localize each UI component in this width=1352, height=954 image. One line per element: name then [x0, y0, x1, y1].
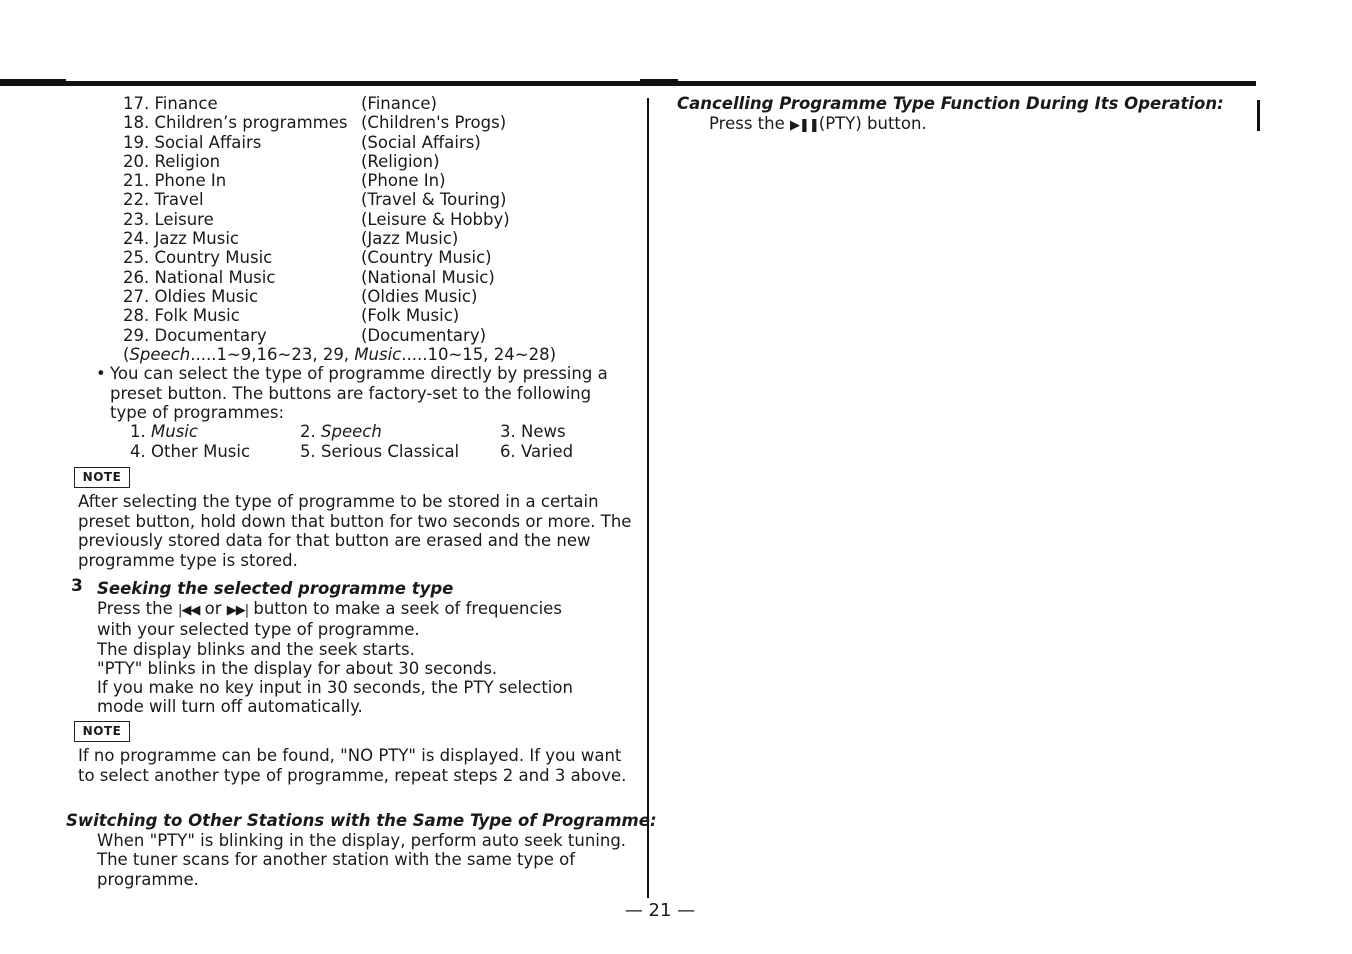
pty-list: [123, 94, 510, 345]
preset-1: 1. Music: [130, 422, 198, 441]
music-range: .....10~15, 24~28: [401, 345, 550, 364]
side-margin-mark: [1257, 100, 1260, 131]
header-rule-accent-mid: [640, 79, 678, 86]
pty-name: 24. Jazz Music: [123, 229, 239, 249]
preset-4: 4. Other Music: [130, 442, 251, 461]
pty-row: [123, 306, 510, 325]
pty-display-name: (Finance): [361, 94, 437, 113]
cancel-body: Press the ▶❚❚(PTY) button.: [709, 114, 927, 133]
note-text-1: After selecting the type of programme to be stored in a certain preset button, hold down that button for two seconds or more. The previously stored data for that button are erased and the new programme type is stored.: [78, 492, 632, 570]
pty-row: [123, 248, 510, 267]
step-body: [97, 599, 637, 717]
pty-display-name: (Leisure & Hobby): [361, 209, 510, 229]
skip-forward-icon: ▶▶|: [226, 603, 249, 618]
switching-line-2: The tuner scans for another station with the same type of: [97, 850, 576, 870]
bullet-text: You can select the type of programme directly by pressing a preset button. The buttons are factory-set to the following type of programmes:: [110, 364, 608, 422]
step-line-5: If you make no key input in 30 seconds, the PTY selection: [97, 678, 573, 698]
preset-2: 2. Speech: [300, 422, 382, 441]
pty-display-name: (Documentary): [361, 325, 487, 345]
speech-label: Speech: [129, 345, 191, 364]
pty-display-name: (Folk Music): [361, 306, 460, 326]
category-ranges: (Speech.....1~9,16~23, 29, Music.....10~15, 24~28): [123, 345, 557, 364]
header-rule-accent-left: [0, 79, 66, 86]
pty-row: [123, 326, 510, 345]
pty-name: 27. Oldies Music: [123, 286, 259, 306]
pty-name: 25. Country Music: [123, 248, 273, 268]
pty-row: [123, 113, 510, 132]
column-divider: [647, 98, 649, 898]
pty-row: [123, 268, 510, 287]
switching-body: [97, 831, 626, 889]
pty-row: [123, 152, 510, 171]
play-pause-icon: ▶❚❚: [790, 118, 819, 133]
pty-display-name: (Religion): [361, 151, 440, 171]
cancel-title: Cancelling Programme Type Function During Its Operation:: [677, 94, 1224, 113]
pty-name: 28. Folk Music: [123, 306, 240, 326]
pty-name: 22. Travel: [123, 190, 204, 210]
step-line-4: "PTY" blinks in the display for about 30 seconds.: [97, 658, 498, 678]
step-number: 3: [71, 576, 83, 596]
pty-row: [123, 210, 510, 229]
pty-name: 26. National Music: [123, 267, 276, 287]
pty-name: 21. Phone In: [123, 171, 227, 191]
skip-back-icon: |◀◀: [178, 603, 200, 618]
note-label-1: NOTE: [74, 467, 130, 488]
step-line-3: The display blinks and the seek starts.: [97, 639, 415, 659]
switching-line-3: programme.: [97, 869, 199, 889]
step-title: Seeking the selected programme type: [97, 579, 454, 598]
preset-3: 3. News: [500, 422, 566, 441]
pty-display-name: (Country Music): [361, 248, 492, 268]
pty-display-name: (National Music): [361, 267, 495, 287]
header-rule: [0, 81, 1256, 86]
pty-display-name: (Oldies Music): [361, 286, 478, 306]
pty-row: [123, 171, 510, 190]
pty-display-name: (Phone In): [361, 171, 446, 191]
pty-name: 23. Leisure: [123, 209, 214, 229]
pty-row: [123, 94, 510, 113]
speech-range: .....1~9,16~23, 29,: [190, 345, 355, 364]
preset-row: [130, 422, 573, 442]
step-line-2: with your selected type of programme.: [97, 620, 420, 640]
preset-table: [130, 422, 573, 462]
pty-display-name: (Jazz Music): [361, 229, 459, 249]
switching-title: Switching to Other Stations with the Same Type of Programme:: [66, 811, 657, 830]
pty-row: [123, 287, 510, 306]
bullet-dot: •: [96, 364, 106, 383]
pty-display-name: (Social Affairs): [361, 132, 481, 152]
step-line-1: Press the |◀◀ or ▶▶| button to make a seek of frequencies: [97, 599, 562, 618]
page-number: — 21 —: [624, 900, 696, 921]
pty-row: [123, 190, 510, 209]
pty-display-name: (Travel & Touring): [361, 190, 507, 210]
pty-name: 17. Finance: [123, 94, 218, 113]
pty-name: 19. Social Affairs: [123, 132, 262, 152]
pty-display-name: (Children's Progs): [361, 113, 507, 133]
switching-line-1: When "PTY" is blinking in the display, perform auto seek tuning.: [97, 831, 627, 850]
step-line-6: mode will turn off automatically.: [97, 697, 363, 717]
note-label-2: NOTE: [74, 721, 130, 742]
pty-name: 18. Children’s programmes: [123, 113, 348, 133]
preset-6: 6. Varied: [500, 442, 574, 461]
preset-bullet: [96, 364, 626, 423]
pty-row: [123, 229, 510, 248]
preset-5: 5. Serious Classical: [300, 442, 460, 461]
pty-row: [123, 133, 510, 152]
pty-name: 29. Documentary: [123, 325, 267, 345]
note-text-2: If no programme can be found, "NO PTY" is displayed. If you want to select another type of programme, repeat steps 2 and 3 above.: [78, 746, 627, 785]
pty-name: 20. Religion: [123, 151, 221, 171]
preset-row: [130, 442, 573, 462]
music-label: Music: [354, 345, 402, 364]
